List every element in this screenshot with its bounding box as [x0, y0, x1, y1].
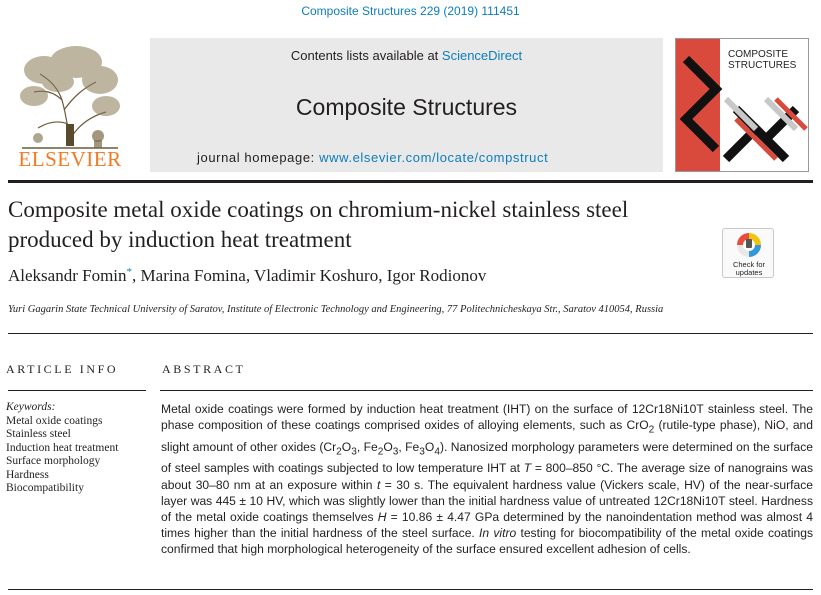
abstract-segment: ). Nanosized morphology parameters were determined on the surface of steel samples with coatings subjected to low temperature IHT at [161, 439, 813, 476]
keyword-item: Metal oxide coatings [6, 414, 103, 427]
article-title-line1: Composite metal oxide coatings on chromium-nickel stainless steel [8, 197, 629, 222]
keyword-item: Hardness [6, 468, 49, 481]
homepage-line [197, 150, 663, 165]
abstract-heading: ABSTRACT [162, 362, 246, 376]
contents-prefix: Contents lists available at [290, 48, 442, 63]
abstract-symbol: H [377, 510, 387, 525]
authors-divider [8, 333, 813, 334]
abstract-segment: O [383, 439, 393, 454]
check-for-updates-label-line2: updates [735, 268, 763, 277]
abstract-symbol: t [376, 477, 381, 492]
author-affiliation: Yuri Gagarin State Technical University of Saratov, Institute of Electronic Technology and Engineering, 77 Politechnicheskaya Str., Saratov 410054, Russia [8, 304, 664, 315]
journal-cover-thumbnail[interactable] [675, 38, 809, 172]
author-others: , Marina Fomina, Vladimir Koshuro, Igor Rodionov [132, 266, 487, 285]
article-title [8, 195, 768, 255]
elsevier-wordmark: ELSEVIER [18, 147, 122, 171]
journal-homepage-link[interactable]: www.elsevier.com/locate/compstruct [319, 150, 549, 165]
abstract-subscript: 4 [434, 446, 440, 458]
abstract-subscript: 2 [377, 446, 384, 458]
header-divider [8, 180, 813, 183]
sciencedirect-link[interactable]: ScienceDirect [441, 48, 523, 63]
abstract-subscript: 3 [351, 446, 357, 458]
abstract-divider [160, 390, 813, 391]
abstract-subscript: 2 [336, 446, 342, 458]
journal-masthead [150, 38, 663, 172]
cover-title [728, 49, 806, 71]
keywords-label: Keywords: [6, 401, 56, 413]
check-for-updates-label-line1: Check for [732, 260, 766, 269]
check-for-updates-label [723, 261, 775, 277]
abstract-text [161, 401, 813, 558]
keywords-list [6, 401, 156, 496]
abstract-segment: , Fe [398, 439, 420, 454]
author-list [8, 266, 708, 286]
abstract-subscript: 3 [392, 446, 399, 458]
abstract-subscript: 3 [419, 446, 425, 458]
cover-title-line2: STRUCTURES [728, 60, 797, 71]
check-for-updates-button[interactable] [722, 228, 774, 278]
abstract-segment: O [341, 439, 352, 454]
article-info-divider [8, 390, 146, 391]
abstract-bottom-divider [8, 589, 813, 590]
journal-citation-link[interactable]: Composite Structures 229 (2019) 111451 [301, 4, 520, 18]
abstract-segment: = 10.86 ± 4.47 GPa determined by the nanoindentation method was almost 4 times higher than the initial hardness of the steel surface. [161, 510, 813, 541]
article-info-heading: ARTICLE INFO [6, 362, 119, 376]
abstract-segment: = 800–850 °C. The average size of nanograins was about 30–80 nm at an exposure within [161, 461, 813, 492]
article-title-line2: produced by induction heat treatment [8, 227, 352, 252]
author-first[interactable]: Aleksandr Fomin [8, 266, 127, 285]
keyword-item: Stainless steel [6, 428, 71, 440]
journal-name: Composite Structures [295, 94, 518, 120]
abstract-symbol: T [523, 461, 532, 476]
abstract-italic-phrase: In vitro [479, 526, 517, 541]
abstract-segment: Metal oxide coatings were formed by induction heat treatment (IHT) on the surface of 12Cr18Ni10T stainless steel. The phase composition of these coatings comprised oxides of alloying elements, such as CrO [161, 402, 813, 433]
abstract-subscript: 2 [648, 424, 655, 436]
keyword-item: Biocompatibility [6, 482, 84, 494]
homepage-prefix: journal homepage: [197, 150, 320, 165]
keyword-item: Surface morphology [6, 455, 101, 467]
abstract-segment: testing for biocompatibility of the metal oxide coatings confirmed that high morphological heterogeneity of the surface ensured excellent adhesion of cells. [161, 526, 814, 557]
abstract-segment: = 30 s. The equivalent hardness value (Vickers scale, HV) of the near-surface layer was 445 ± 10 HV, which was slightly lower than the initial hardness value of untreated 12Cr18Ni10T steel. Hardness of the metal oxide coatings themselves [161, 477, 813, 525]
abstract-segment: (rutile-type phase), NiO, and slight amount of other oxides (Cr [161, 418, 813, 454]
corresponding-author-mark[interactable]: * [126, 266, 133, 278]
abstract-segment: , Fe [356, 439, 378, 454]
abstract-segment: O [424, 439, 435, 454]
check-for-updates-icon [723, 229, 775, 263]
cover-title-line1: COMPOSITE [728, 49, 789, 60]
contents-line [150, 48, 663, 63]
keyword-item: Induction heat treatment [6, 441, 119, 454]
